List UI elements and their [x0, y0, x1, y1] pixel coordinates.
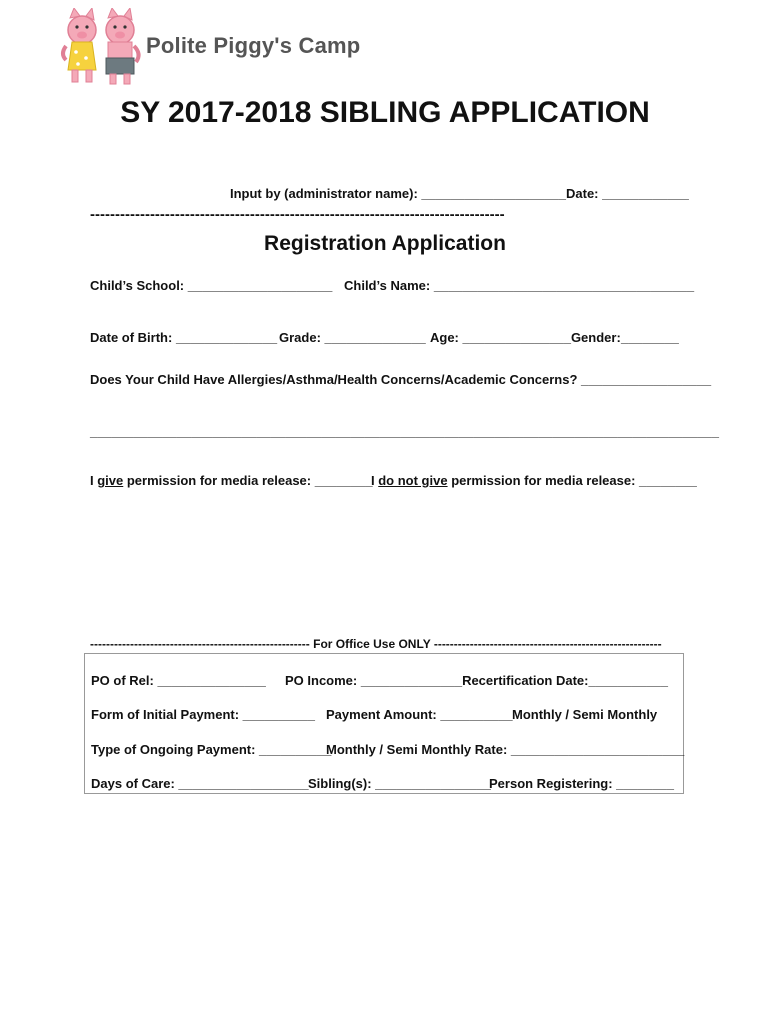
monthly-rate-field[interactable]: Monthly / Semi Monthly Rate: ________________________ [326, 742, 685, 757]
childs-school-field[interactable]: Child’s School: ____________________ [90, 278, 333, 293]
office-use-heading: ------------------------------------------------------- For Office Use ONLY --------------------------------------------------------- [90, 637, 662, 651]
initial-payment-field[interactable]: Form of Initial Payment: __________ [91, 707, 315, 722]
person-registering-field[interactable]: Person Registering: ________ [489, 776, 674, 791]
date-of-birth-field[interactable]: Date of Birth: ______________ [90, 330, 278, 345]
media-nogive-suffix: permission for media release: ________ [447, 473, 697, 488]
admin-input-line: Input by (administrator name): ____________________Date: ____________ [230, 186, 689, 201]
media-give-emphasis: give [97, 473, 124, 488]
brand-name: Polite Piggy's Camp [146, 33, 361, 58]
section-title: Registration Application [264, 232, 506, 255]
page-title: SY 2017-2018 SIBLING APPLICATION [120, 96, 650, 129]
media-release-not-give[interactable] [371, 473, 697, 488]
media-give-suffix: permission for media release: ________ [123, 473, 373, 488]
payment-frequency[interactable]: Monthly / Semi Monthly [512, 707, 658, 722]
age-gender-field[interactable]: Age: _______________Gender: [430, 330, 621, 345]
days-of-care-field[interactable]: Days of Care: __________________ [91, 776, 309, 791]
health-concerns-line[interactable]: _______________________________________________________________________________________ [90, 424, 720, 439]
childs-name-field[interactable]: Child’s Name: ____________________________________ [344, 278, 695, 293]
dashed-separator: ----------------------------------------------------------------------------------- [90, 206, 505, 223]
payment-amount-field[interactable]: Payment Amount: __________ [326, 707, 513, 722]
health-concerns-field[interactable]: Does Your Child Have Allergies/Asthma/Health Concerns/Academic Concerns? __________________ [90, 372, 712, 387]
ongoing-payment-field[interactable]: Type of Ongoing Payment: __________ [91, 742, 332, 757]
gender-blank[interactable]: ________ [621, 330, 679, 345]
media-nogive-prefix: I [371, 473, 379, 488]
siblings-field[interactable]: Sibling(s): ________________ [308, 776, 491, 791]
po-of-rel-field[interactable]: PO of Rel: _______________ [91, 673, 266, 688]
media-give-prefix: I [90, 473, 98, 488]
media-nogive-emphasis: do not give [378, 473, 448, 488]
po-income-field[interactable]: PO Income: ______________Recertification Date:___________ [285, 673, 669, 688]
grade-field[interactable]: Grade: ______________ [279, 330, 426, 345]
media-release-give[interactable] [90, 473, 373, 488]
pig-mascots-icon [60, 8, 150, 88]
